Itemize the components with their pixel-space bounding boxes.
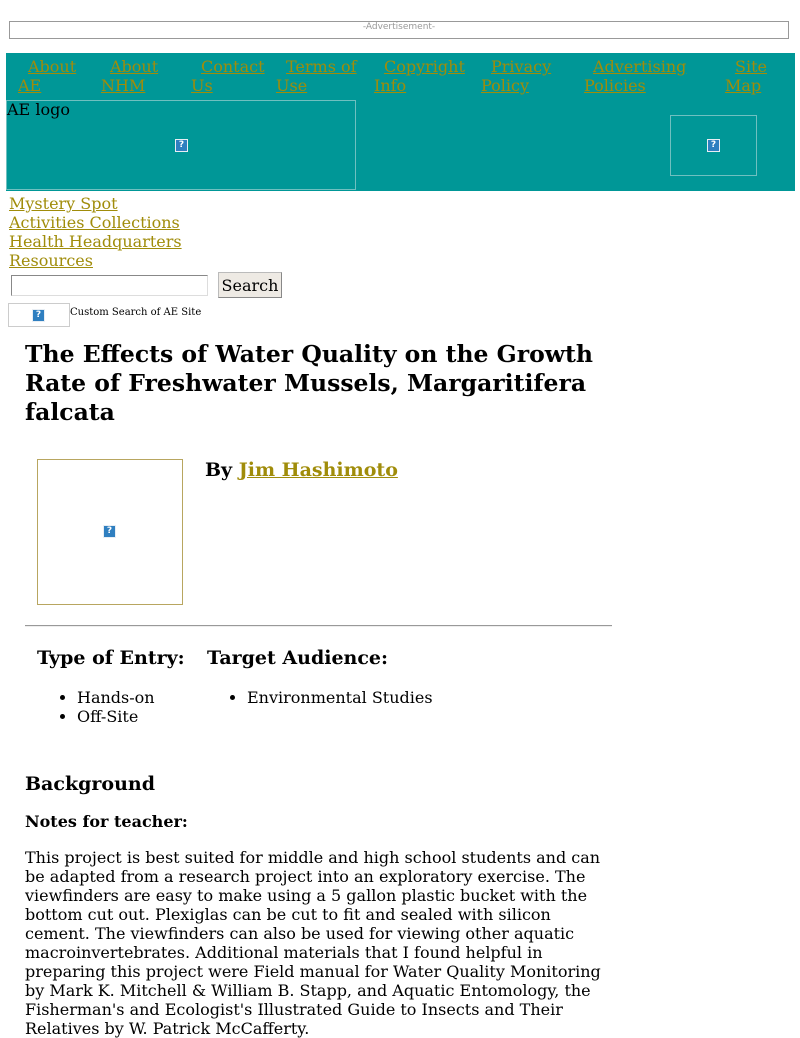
by-label: By <box>205 459 233 481</box>
advertisement-label: -Advertisement- <box>362 22 436 32</box>
nav-link-about-ae[interactable]: About AE <box>18 57 77 95</box>
broken-image-icon: ? <box>707 139 720 152</box>
author-link[interactable]: Jim Hashimoto <box>238 459 398 481</box>
nav-link-resources[interactable]: Resources <box>9 251 93 270</box>
nav-link-terms-of-use[interactable]: Terms of Use <box>276 57 357 95</box>
search-button[interactable]: Search <box>218 272 282 298</box>
type-of-entry-heading: Type of Entry: <box>37 647 185 669</box>
broken-image-icon: ? <box>175 139 188 152</box>
divider <box>25 625 612 627</box>
ae-logo[interactable] <box>6 100 356 190</box>
search-input[interactable] <box>11 275 208 296</box>
notes-for-teacher-heading: Notes for teacher: <box>25 812 188 831</box>
nav-link-about-nhm[interactable]: About NHM <box>101 57 159 95</box>
logo-alt-text: AE logo <box>7 100 70 119</box>
custom-search-label: Custom Search of AE Site <box>70 307 202 318</box>
section-nav <box>9 194 182 270</box>
nav-link-health-headquarters[interactable]: Health Headquarters <box>9 232 182 251</box>
nav-link-activities-collections[interactable]: Activities Collections <box>9 213 180 232</box>
author-photo <box>37 459 183 605</box>
header-banner-image[interactable] <box>670 115 757 176</box>
list-item: • Hands-on <box>77 688 155 707</box>
broken-image-icon: ? <box>32 309 45 322</box>
nav-link-mystery-spot[interactable]: Mystery Spot <box>9 194 118 213</box>
target-audience-heading: Target Audience: <box>207 647 389 669</box>
nav-link-contact-us[interactable]: Contact Us <box>191 57 265 95</box>
broken-image-icon: ? <box>103 525 116 538</box>
target-audience-list <box>207 688 433 707</box>
list-item: • Off-Site <box>77 707 155 726</box>
nav-link-privacy-policy[interactable]: Privacy Policy <box>481 57 552 95</box>
advertisement-banner <box>9 21 789 39</box>
type-of-entry-list <box>37 688 155 726</box>
nav-link-advertising-policies[interactable]: Advertising Policies <box>584 57 687 95</box>
page-title: The Effects of Water Quality on the Growth Rate of Freshwater Mussels, Margaritifera falcata <box>25 340 593 426</box>
nav-link-site-map[interactable]: Site Map <box>725 57 767 95</box>
byline <box>205 458 398 482</box>
nav-link-copyright-info[interactable]: Copyright Info <box>374 57 465 95</box>
top-nav-links <box>6 57 795 99</box>
custom-search-logo <box>8 303 70 327</box>
list-item: • Environmental Studies <box>247 688 433 707</box>
background-heading: Background <box>25 773 155 795</box>
notes-paragraph: This project is best suited for middle and high school students and can be adapted from a research project into an exploratory exercise. The viewfinders are easy to make using a 5 gallon plastic bucket with the bottom cut out. Plexiglas can be cut to fit and sealed with silicon cement. The viewfinders can also be used for viewing other aquatic macroinvertebrates. Additional materials that I found helpful in preparing this project were Field manual for Water Quality Monitoring by Mark K. Mitchell & William B. Stapp, and Aquatic Entomology, the Fisherman's and Ecologist's Illustrated Guide to Insects and Their Relatives by W. Patrick McCafferty. <box>25 848 601 1038</box>
top-nav-bar <box>6 53 795 191</box>
